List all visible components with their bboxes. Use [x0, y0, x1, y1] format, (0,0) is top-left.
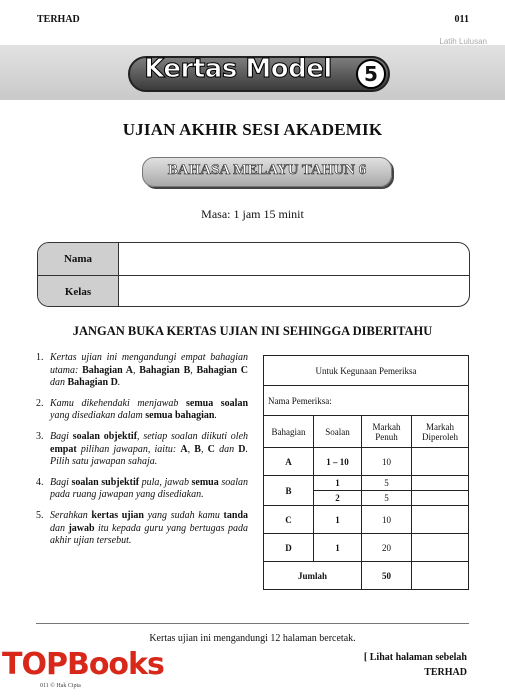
subject-text: BAHASA MELAYU TAHUN 6	[167, 162, 367, 178]
instruction-item	[36, 477, 248, 502]
table-cell: 1 – 10	[314, 448, 362, 476]
table-cell	[412, 506, 469, 534]
table-cell: 1	[314, 534, 362, 562]
examiner-table	[263, 355, 469, 590]
table-cell: C	[264, 506, 314, 534]
total-label: Jumlah	[264, 562, 362, 590]
table-header: Markah Diperoleh	[412, 416, 469, 448]
instruction-number: 1.	[36, 352, 44, 363]
topbooks-logo	[2, 643, 182, 688]
student-info-box	[37, 242, 470, 307]
banner-faint-text: Latih Lulusan	[439, 37, 487, 46]
divider	[118, 243, 119, 306]
table-cell: A	[264, 448, 314, 476]
next-page-note: [ Lihat halaman sebelah	[363, 652, 467, 663]
instruction-text: Serahkan kertas ujian yang sudah kamu tanda dan jawab itu kepada guru yang bertugas pada akhir ujian tersebut.	[50, 509, 249, 547]
table-cell: 1	[314, 506, 362, 534]
table-cell: 10	[362, 506, 412, 534]
header-right: 011	[454, 14, 469, 25]
table-cell: 5	[362, 491, 412, 506]
table-cell: B	[264, 476, 314, 506]
instruction-item	[36, 510, 248, 548]
table-cell: 1	[314, 476, 362, 491]
nama-label: Nama	[38, 243, 118, 275]
instruction-text: Kertas ujian ini mengandungi empat bahagian utama: Bahagian A, Bahagian B, Bahagian C dan Bahagian D.	[50, 352, 248, 389]
title-number: 5	[356, 59, 386, 89]
footer-terhad: TERHAD	[424, 667, 467, 678]
page-count: Kertas ujian ini mengandungi 12 halaman bercetak.	[149, 633, 356, 644]
page-title: Kertas Model	[144, 54, 332, 84]
instruction-text: Kamu dikehendaki menjawab semua soalan yang disediakan dalam semua bahagian.	[50, 397, 249, 422]
table-cell	[412, 534, 469, 562]
header-left: TERHAD	[37, 14, 80, 25]
table-cell: 5	[362, 476, 412, 491]
instruction-item	[36, 431, 248, 469]
table-cell	[412, 448, 469, 476]
table-cell	[412, 491, 469, 506]
table-title: Untuk Kegunaan Pemeriksa	[264, 356, 469, 386]
divider	[38, 275, 469, 276]
instruction-text: Bagi soalan objektif, setiap soalan diikuti oleh empat pilihan jawapan, iaitu: A, B, C dan D. Pilih satu jawapan sahaja.	[50, 430, 249, 468]
table-header: Bahagian	[264, 416, 314, 448]
table-header: Markah Penuh	[362, 416, 412, 448]
exam-subtitle: UJIAN AKHIR SESI AKADEMIK	[122, 120, 383, 139]
table-cell: 20	[362, 534, 412, 562]
examiner-name-label: Nama Pemeriksa:	[264, 386, 469, 416]
table-cell: 10	[362, 448, 412, 476]
kelas-label: Kelas	[38, 276, 118, 307]
table-cell	[412, 476, 469, 491]
footer-divider	[36, 623, 469, 624]
table-cell: D	[264, 534, 314, 562]
copyright: 011 © Hak Cipta	[40, 683, 81, 689]
table-cell: 2	[314, 491, 362, 506]
instruction-number: 5.	[36, 509, 44, 521]
total-value: 50	[362, 562, 412, 590]
table-header: Soalan	[314, 416, 362, 448]
table-cell	[412, 562, 469, 590]
instruction-item	[36, 352, 248, 390]
instruction-number: 2.	[36, 397, 44, 409]
instruction-number: 3.	[36, 430, 44, 442]
instruction-number: 4.	[36, 476, 44, 488]
time-allowed: Masa: 1 jam 15 minit	[201, 207, 304, 221]
logo-text: TOPBooks	[2, 647, 164, 682]
warning-text: JANGAN BUKA KERTAS UJIAN INI SEHINGGA DIBERITAHU	[72, 324, 433, 338]
instructions-list	[36, 352, 248, 556]
instruction-text: Bagi soalan subjektif pula, jawab semua soalan pada ruang jawapan yang disediakan.	[50, 476, 248, 501]
instruction-item	[36, 398, 248, 423]
